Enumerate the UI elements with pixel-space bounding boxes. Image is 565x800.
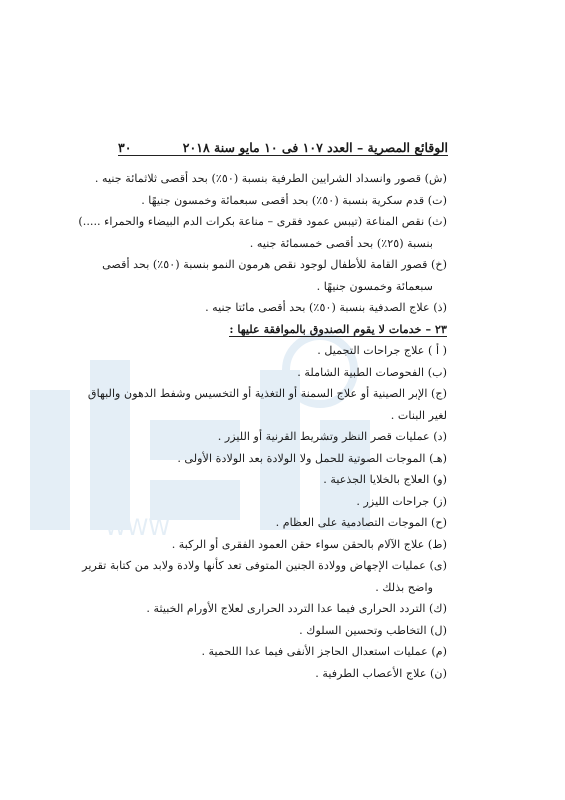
- document-body: [78, 168, 447, 684]
- list-item: (ك) التردد الحرارى فيما عدا التردد الحرارى لعلاج الأورام الخبيثة .: [146, 602, 447, 615]
- header-title: الوقائع المصرية – العدد ١٠٧ فى ١٠ مايو سنة ٢٠١٨: [182, 140, 448, 155]
- list-item: (م) عمليات استعدال الحاجز الأنفى فيما عدا اللحمية .: [201, 645, 447, 658]
- list-item-continuation: سبعمائة وخمسون جنيهًا .: [316, 279, 433, 293]
- list-item: (ى) عمليات الإجهاض وولادة الجنين المتوفى تعد كأنها ولادة ولابد من كتابة تقرير: [82, 559, 447, 572]
- list-item: (ز) جراحات الليزر .: [356, 494, 447, 508]
- svg-text:WWW: WWW: [104, 516, 170, 540]
- list-item: (ذ) علاج الصدفية بنسبة (٥٠٪) بحد أقصى مائتا جنيه .: [205, 301, 447, 314]
- list-item: (ط) علاج الآلام بالحقن سواء حقن العمود الفقرى أو الركبة .: [171, 537, 447, 551]
- list-item: (ح) الموجات التصادمية على العظام .: [275, 516, 447, 529]
- list-item: (و) العلاج بالخلايا الجذعية .: [323, 473, 447, 486]
- list-item-continuation: بنسبة (٢٥٪) بحد أقصى خمسمائة جنيه .: [249, 236, 433, 250]
- page-header: [118, 133, 448, 156]
- list-item: (خ) قصور القامة للأطفال لوجود نقص هرمون النمو بنسبة (٥٠٪) بحد أقصى: [102, 258, 447, 271]
- list-item: (ث) نقص المناعة (تيبس عمود فقرى – مناعة بكرات الدم البيضاء والحمراء .....): [78, 215, 447, 228]
- list-item: (ج) الإبر الصينية أو علاج السمنة أو التغذية أو التخسيس وشفط الدهون والبهاق: [87, 387, 447, 400]
- list-item: (ش) قصور وانسداد الشرايين الطرفية بنسبة (٥٠٪) بحد أقصى ثلاثمائة جنيه .: [94, 172, 447, 185]
- section-heading: ٢٣ – خدمات لا يقوم الصندوق بالموافقة عليها :: [229, 321, 447, 336]
- list-item: (ت) قدم سكرية بنسبة (٥٠٪) بحد أقصى سبعمائة وخمسون جنيهًا .: [141, 193, 447, 207]
- list-item: (د) عمليات قصر النظر وتشريط القرنية أو الليزر .: [217, 430, 447, 443]
- list-item-continuation: لغير البنات .: [390, 408, 447, 422]
- page-number: ٣٠: [118, 140, 132, 155]
- list-item: (ن) علاج الأعصاب الطرفية .: [315, 666, 447, 680]
- list-item-continuation: واضح بذلك .: [375, 580, 433, 594]
- list-item: ( أ ) علاج جراحات التجميل .: [317, 344, 447, 357]
- list-item: (ب) الفحوصات الطبية الشاملة .: [297, 365, 447, 379]
- list-item: (هـ) الموجات الصوتية للحمل ولا الولادة بعد الولادة الأولى .: [177, 451, 447, 465]
- list-item: (ل) التخاطب وتحسين السلوك .: [299, 623, 447, 637]
